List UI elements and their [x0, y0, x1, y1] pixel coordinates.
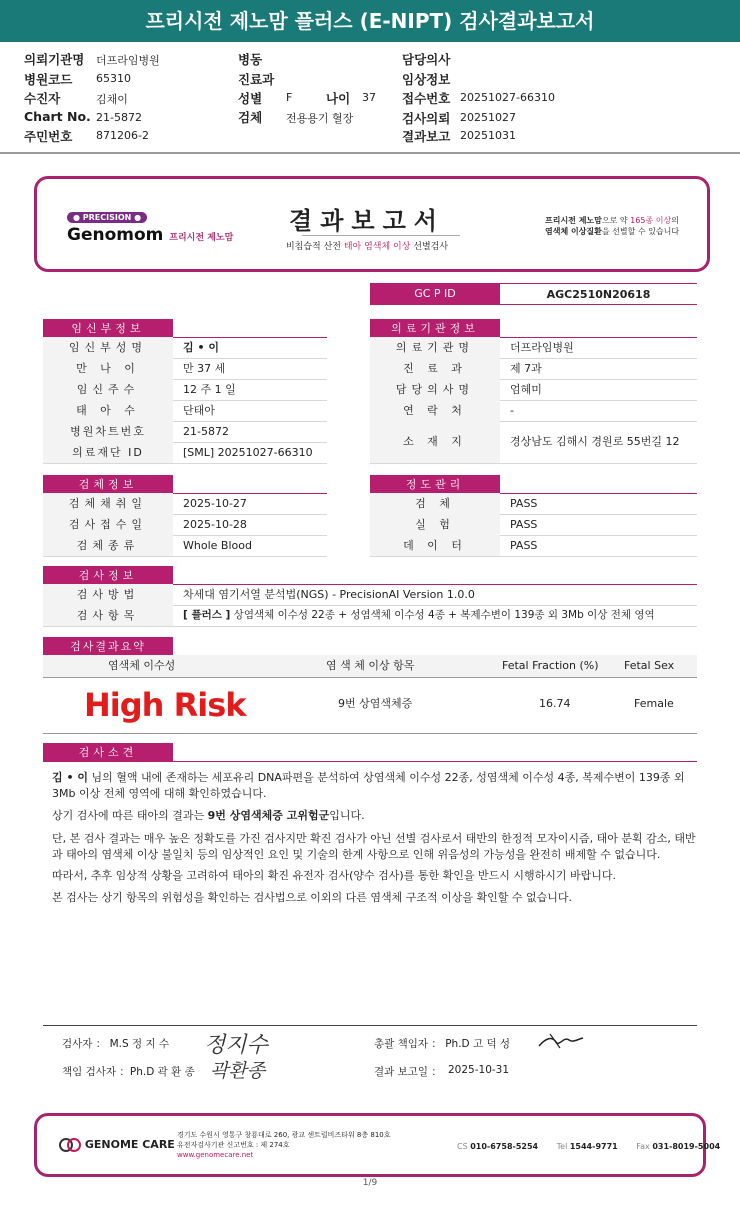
specimen-info-header: 검체정보 — [43, 475, 173, 494]
banner-divider — [302, 235, 460, 236]
doctor-label: 담당의사 — [402, 52, 451, 67]
report-title: 프리시전 제노맘 플러스 (E-NIPT) 검사결과보고서 — [0, 0, 740, 42]
test-method: 차세대 염기서열 분석법(NGS) - PrecisionAI Version 1.0.0 — [183, 588, 475, 601]
table-key: 만 나 이 — [43, 358, 173, 379]
risk-result: High Risk — [84, 686, 246, 724]
age-value: 37 — [362, 91, 376, 104]
precision-badge: ● PRECISION ● — [67, 212, 147, 223]
genome-care-icon — [59, 1138, 81, 1152]
hospital-code-value: 65310 — [96, 72, 131, 85]
row-divider — [43, 626, 697, 627]
report-date-value: 20251031 — [460, 129, 516, 142]
director-label: 총괄 책임자 ： Ph.D 고 덕 성 — [374, 1038, 511, 1050]
table-value: 더프라임병원 — [510, 341, 574, 354]
col-aneuploidy: 염색체 이수성 — [108, 659, 176, 672]
col-fetal-sex: Fetal Sex — [624, 659, 675, 672]
table-key: 데 이 터 — [370, 535, 500, 556]
test-items: [ 플러스 ] 상염색체 이수성 22종 + 성염색체 이수성 4종 + 복제수변이 139종 외 3Mb 이상 전체 영역 — [183, 609, 655, 621]
summary-header: 검사결과요약 — [43, 637, 173, 656]
clinical-info-label: 임상정보 — [402, 72, 451, 87]
ward-label: 병동 — [238, 52, 263, 67]
fetal-sex-value: Female — [634, 697, 674, 710]
section-rule — [173, 761, 697, 762]
signature-rule — [43, 1025, 697, 1026]
table-value: 단태아 — [183, 404, 215, 417]
genome-care-logo: GENOME CARE — [59, 1138, 175, 1152]
table-key: 진 료 과 — [370, 358, 500, 379]
receipt-no-value: 20251027-66310 — [460, 91, 555, 104]
examiner-label: 검사자 ： M.S 정 지 수 — [62, 1038, 170, 1050]
director-signature — [536, 1030, 586, 1052]
specimen-value: 전용용기 혈장 — [286, 112, 354, 125]
row-divider — [43, 677, 697, 678]
hospital-name-label: 의뢰기관명 — [24, 52, 85, 67]
row-divider — [370, 463, 697, 464]
report-date-label: 결과 보고일 ： — [374, 1066, 442, 1078]
qc-header: 정도관리 — [370, 475, 500, 494]
row-divider — [43, 733, 697, 734]
resident-no-label: 주민번호 — [24, 129, 73, 144]
genomom-logo: Genomom 프리시전 제노맘 — [67, 225, 234, 245]
gc-pid-value: AGC2510N20618 — [500, 283, 697, 305]
table-value: 엄혜미 — [510, 383, 542, 396]
abnormality-value: 9번 상염색체증 — [338, 697, 413, 710]
footer-banner — [34, 1113, 721, 1177]
table-key: 소 재 지 — [370, 421, 500, 463]
patient-value: 김채이 — [96, 93, 128, 106]
col-fetal-fraction: Fetal Fraction (%) — [502, 659, 599, 672]
table-key: 검사항목 — [43, 605, 173, 626]
table-key: 병원차트번호 — [43, 421, 173, 442]
row-divider — [370, 556, 697, 557]
finding-paragraph: 따라서, 추후 임상적 상황을 고려하여 태아의 확진 유전자 검사(양수 검사)를 통한 확인을 반드시 시행하시기 바랍니다. — [52, 869, 616, 882]
age-label: 나이 — [326, 91, 351, 106]
table-value: 21-5872 — [183, 425, 229, 438]
table-value: - — [510, 404, 514, 417]
row-divider — [43, 463, 327, 464]
col-abnormality: 염 색 체 이상 항목 — [326, 659, 415, 672]
table-key: 실 험 — [370, 514, 500, 535]
table-value: PASS — [510, 497, 538, 510]
table-value: 2025-10-28 — [183, 518, 247, 531]
finding-paragraph: 상기 검사에 따른 태아의 결과는 9번 상염색체증 고위험군입니다. — [52, 809, 365, 822]
pregnant-info-header: 임신부정보 — [43, 319, 173, 338]
table-key: 검체종류 — [43, 535, 173, 556]
patient-header — [0, 42, 740, 154]
department-label: 진료과 — [238, 72, 275, 87]
page-number: 1/9 — [362, 1178, 378, 1188]
report-date-value: 2025-10-31 — [448, 1064, 510, 1076]
banner-subtitle: 비침습적 산전 태아 염색체 이상 선별검사 — [285, 242, 449, 252]
table-value: PASS — [510, 539, 538, 552]
test-info-header: 검사정보 — [43, 566, 173, 585]
table-key: 검사방법 — [43, 584, 173, 605]
banner-note: 프리시전 제노맘으로 약 165종 이상의 염색체 이상질환을 선별할 수 있습니다 — [545, 216, 680, 236]
table-value: 만 37 세 — [183, 362, 226, 375]
finding-paragraph: 김 • 이 님의 혈액 내에 존재하는 세포유리 DNA파편을 분석하여 상염색체 이수성 22종, 성염색체 이수성 4종, 복제수변이 139종 외 3Mb 이상 전체 영역에 대해 확인하였습니다. — [52, 771, 685, 800]
sex-value: F — [286, 91, 293, 104]
table-value: PASS — [510, 518, 538, 531]
table-value: [SML] 20251027-66310 — [183, 446, 313, 459]
finding-paragraph: 본 검사는 상기 항목의 위험성을 확인하는 검사법으로 이외의 다른 염색체 구조적 이상을 확인할 수 없습니다. — [52, 891, 572, 904]
resident-no-value: 871206-2 — [96, 129, 149, 142]
table-key: 검 체 — [370, 493, 500, 514]
table-key: 담당의사명 — [370, 379, 500, 400]
chief-examiner-signature: 곽환종 — [210, 1060, 266, 1082]
table-value: 경상남도 김해시 경원로 55번길 12 — [510, 435, 680, 448]
patient-label: 수진자 — [24, 91, 61, 106]
examiner-signature: 정지수 — [204, 1033, 268, 1058]
hospital-code-label: 병원코드 — [24, 72, 73, 87]
request-date-value: 20251027 — [460, 111, 516, 124]
table-key: 연 락 처 — [370, 400, 500, 421]
banner-title: 결과보고서 — [289, 206, 445, 235]
table-key: 임신주수 — [43, 379, 173, 400]
gc-pid-label: GC P ID — [370, 283, 500, 305]
chart-no-value: 21-5872 — [96, 111, 142, 124]
table-key: 임신부성명 — [43, 337, 173, 358]
finding-paragraph: 단, 본 검사 결과는 매우 높은 정확도를 가진 검사지만 확진 검사가 아닌 선별 검사로서 태반의 한정적 모자이시즘, 태아 분획 감소, 태반과 태아의 염색체 이상 불일치 등의 임상적인 요인 및 기술의 한계 사항으로 인해 위음성의 가능성을 완전히 배제할 수 없습니다. — [52, 832, 696, 861]
table-key: 의료기관명 — [370, 337, 500, 358]
hospital-info-header: 의료기관정보 — [370, 319, 500, 338]
fetal-fraction-value: 16.74 — [539, 697, 571, 710]
chart-no-label: Chart No. — [24, 109, 91, 124]
report-date-label: 결과보고 — [402, 129, 451, 144]
request-date-label: 검사의뢰 — [402, 111, 451, 126]
findings-header: 검사소견 — [43, 743, 173, 762]
row-divider — [43, 556, 327, 557]
sex-label: 성별 — [238, 91, 263, 106]
specimen-label: 검체 — [238, 110, 263, 125]
table-key: 태 아 수 — [43, 400, 173, 421]
hospital-name-value: 더프라임병원 — [96, 54, 160, 67]
chief-examiner-label: 책임 검사자 ：Ph.D 곽 환 종 — [62, 1066, 195, 1078]
table-key: 검사접수일 — [43, 514, 173, 535]
table-key: 의료재단 ID — [43, 442, 173, 463]
report-banner — [34, 176, 710, 272]
footer-contacts: CS 010-6758-5254 Tel 1544-9771 Fax 031-8019-5004 — [457, 1142, 721, 1151]
table-value: 2025-10-27 — [183, 497, 247, 510]
table-value: Whole Blood — [183, 539, 252, 552]
table-value: 김 • 이 — [183, 341, 219, 354]
table-key: 검체채취일 — [43, 493, 173, 514]
receipt-no-label: 접수번호 — [402, 91, 451, 106]
table-value: 12 주 1 일 — [183, 383, 236, 396]
table-value: 제 7과 — [510, 362, 542, 375]
footer-address: 경기도 수원시 영통구 창룡대로 260, 광교 센트럴비즈타워 8층 810호 유전자검사기관 신고번호 : 제 274호 www.genomecare.net — [177, 1131, 391, 1159]
